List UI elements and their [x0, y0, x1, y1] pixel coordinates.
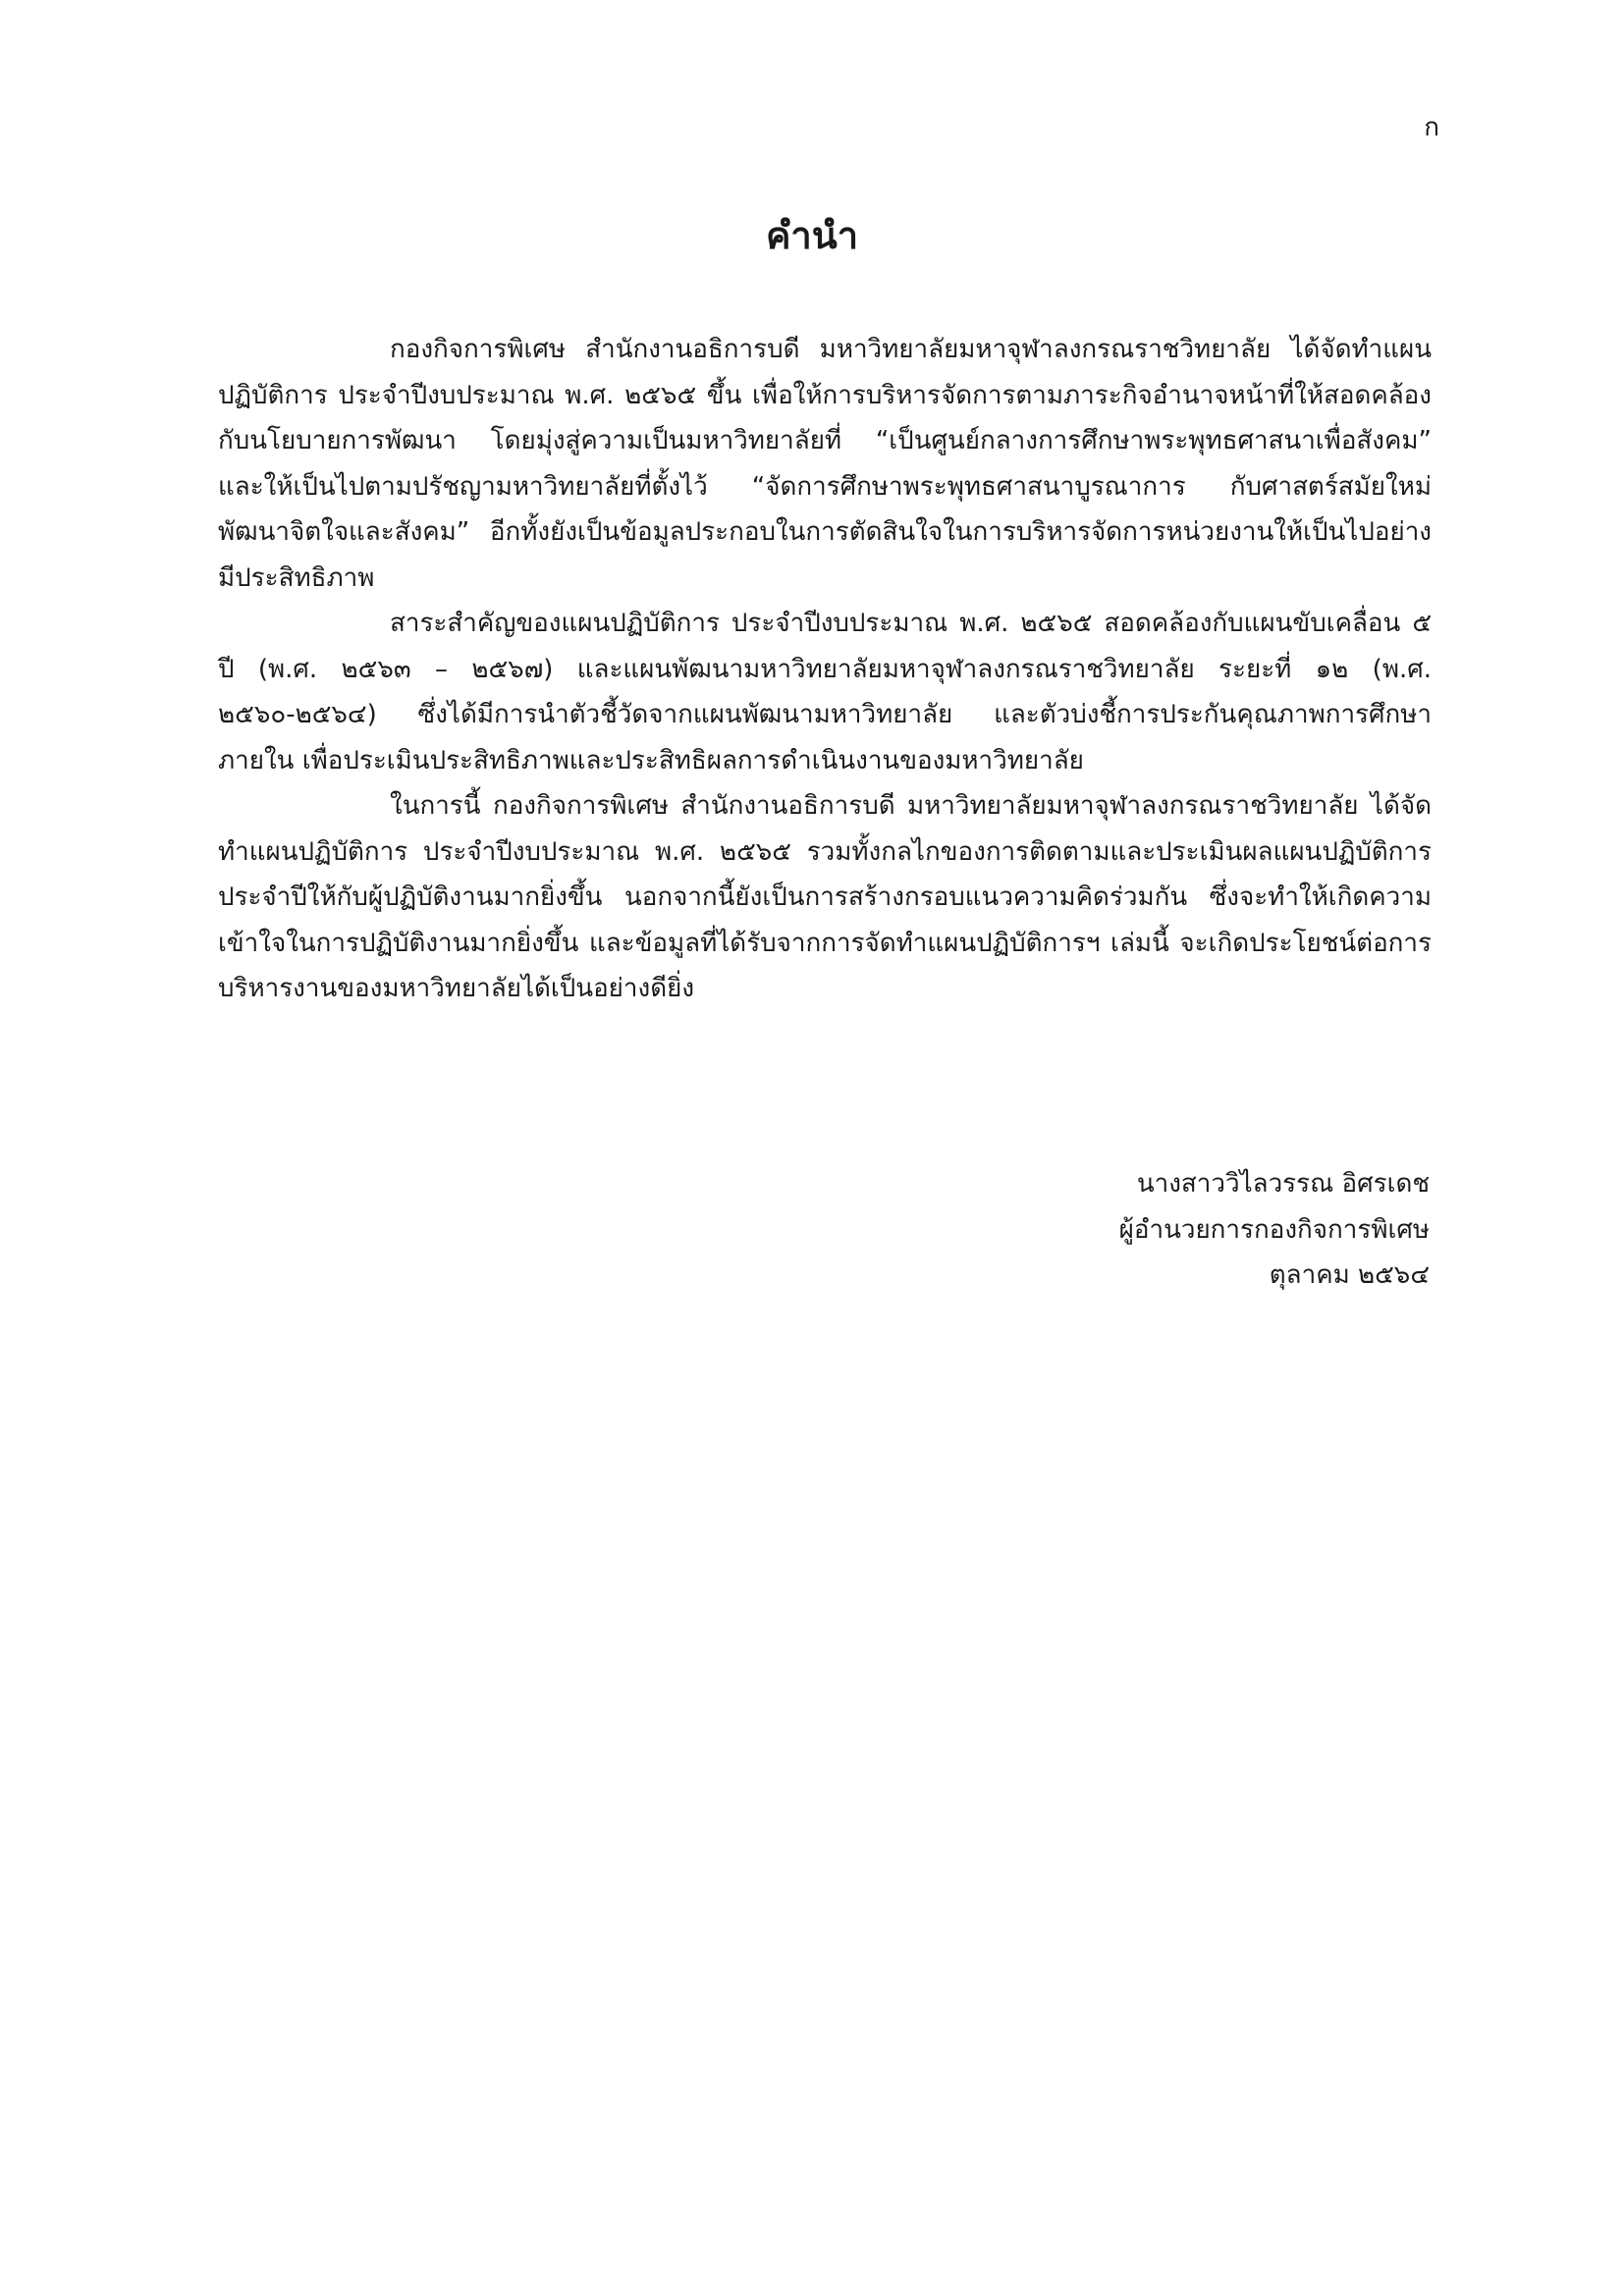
signature-block: [1119, 1161, 1430, 1299]
signature-date: ตุลาคม ๒๕๖๔: [1269, 1260, 1430, 1290]
foreword-body: [218, 327, 1432, 1012]
paragraph-3: ในการนี้ กองกิจการพิเศษ สำนักงานอธิการบดี มหาวิทยาลัยมหาจุฬาลงกรณราชวิทยาลัย ได้จัดทำแผนปฏิบัติการ ประจำปีงบประมาณ พ.ศ. ๒๕๖๕ รวมทั้งกลไกของการติดตามและประเมินผลแผนปฏิบัติการประจำปีให้กับผู้ปฏิบัติงานมากยิ่งขึ้น นอกจากนี้ยังเป็นการสร้างกรอบแนวความคิดร่วมกัน ซึ่งจะทำให้เกิดความเข้าใจในการปฏิบัติงานมากยิ่งขึ้น และข้อมูลที่ได้รับจากการจัดทำแผนปฏิบัติการฯ เล่มนี้ จะเกิดประโยชน์ต่อการบริหารงานของมหาวิทยาลัยได้เป็นอย่างดียิ่ง: [218, 791, 1432, 1003]
page-number: ก: [1424, 113, 1439, 142]
page-title: คำนำ: [765, 214, 859, 257]
signatory-name: นางสาววิไลวรรณ อิศรเดช: [1136, 1169, 1430, 1199]
paragraph-2: สาระสำคัญของแผนปฏิบัติการ ประจำปีงบประมาณ พ.ศ. ๒๕๖๕ สอดคล้องกับแผนขับเคลื่อน ๕ ปี (พ.ศ. ๒๕๖๓ – ๒๕๖๗) และแผนพัฒนามหาวิทยาลัยมหาจุฬาลงกรณราชวิทยาลัย ระยะที่ ๑๒ (พ.ศ. ๒๕๖๐-๒๕๖๔) ซึ่งได้มีการนำตัวชี้วัดจากแผนพัฒนามหาวิทยาลัย และตัวบ่งชี้การประกันคุณภาพการศึกษาภายใน เพื่อประเมินประสิทธิภาพและประสิทธิผลการดำเนินงานของมหาวิทยาลัย: [218, 609, 1432, 775]
paragraph-1: กองกิจการพิเศษ สำนักงานอธิการบดี มหาวิทยาลัยมหาจุฬาลงกรณราชวิทยาลัย ได้จัดทำแผนปฏิบัติการ ประจำปีงบประมาณ พ.ศ. ๒๕๖๕ ขึ้น เพื่อให้การบริหารจัดการตามภาระกิจอำนาจหน้าที่ให้สอดคล้องกับนโยบายการพัฒนา โดยมุ่งสู่ความเป็นมหาวิทยาลัยที่ “เป็นศูนย์กลางการศึกษาพระพุทธศาสนาเพื่อสังคม” และให้เป็นไปตามปรัชญามหาวิทยาลัยที่ตั้งไว้ “จัดการศึกษาพระพุทธศาสนาบูรณาการ กับศาสตร์สมัยใหม่ พัฒนาจิตใจและสังคม” อีกทั้งยังเป็นข้อมูลประกอบในการตัดสินใจในการบริหารจัดการหน่วยงานให้เป็นไปอย่างมีประสิทธิภาพ: [218, 335, 1432, 593]
signatory-position: ผู้อำนวยการกองกิจการพิเศษ: [1118, 1214, 1430, 1245]
